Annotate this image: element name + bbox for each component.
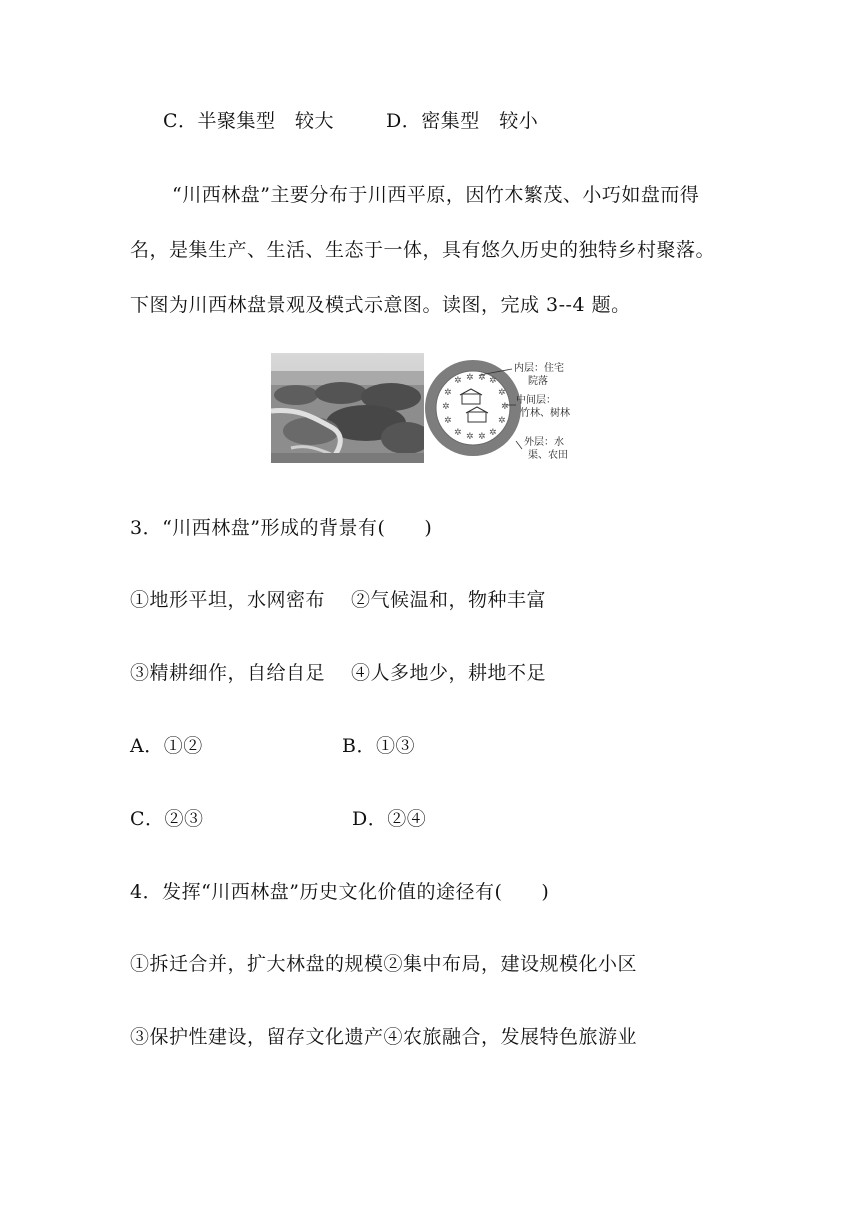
svg-text:✲: ✲ (478, 432, 486, 442)
q4-stem: 4．发挥“川西林盘”历史文化价值的途径有( ) (130, 881, 550, 903)
option-d-prev: D．密集型 较小 (386, 110, 539, 132)
q3-option-b: B．①③ (342, 735, 415, 757)
house-icon (462, 394, 480, 404)
svg-text:✲: ✲ (442, 402, 450, 412)
svg-text:✲: ✲ (444, 416, 452, 426)
svg-text:✲: ✲ (454, 376, 462, 386)
linpan-pattern-diagram (424, 353, 594, 463)
middle-layer-label: 中间层： (516, 395, 556, 406)
q3-option-c: C．②③ (130, 808, 204, 830)
svg-text:✲: ✲ (466, 432, 474, 442)
house-icon (468, 412, 486, 422)
svg-text:✲: ✲ (454, 428, 462, 438)
q3-statements-1: ①地形平坦，水网密布 ②气候温和，物种丰富 (130, 589, 547, 611)
svg-text:✲: ✲ (489, 376, 497, 386)
middle-layer-label-2: 竹林、树林 (520, 408, 570, 419)
option-c-prev: C．半聚集型 较大 (163, 110, 335, 132)
svg-text:✲: ✲ (489, 428, 497, 438)
svg-text:✲: ✲ (501, 402, 509, 412)
svg-text:✲: ✲ (466, 373, 474, 383)
q3-option-d: D．②④ (352, 808, 427, 830)
passage-line-2: 名，是集生产、生活、生态于一体，具有悠久历史的独特乡村聚落。 (130, 239, 716, 261)
svg-text:✲: ✲ (498, 388, 506, 398)
svg-text:✲: ✲ (498, 416, 506, 426)
svg-text:✲: ✲ (444, 388, 452, 398)
svg-text:✲: ✲ (478, 373, 486, 383)
q3-option-a: A．①② (130, 735, 203, 757)
q4-statements-1: ①拆迁合并，扩大林盘的规模②集中布局，建设规模化小区 (130, 953, 638, 975)
q4-statements-2: ③保护性建设，留存文化遗产④农旅融合，发展特色旅游业 (130, 1026, 638, 1048)
inner-layer-label-2: 院落 (528, 376, 548, 387)
outer-layer-label-2: 渠、农田 (528, 450, 568, 461)
q3-stem: 3．“川西林盘”形成的背景有( ) (130, 517, 433, 539)
q3-statements-2: ③精耕细作，自给自足 ④人多地少，耕地不足 (130, 662, 547, 684)
passage-line-3: 下图为川西林盘景观及模式示意图。读图，完成 3--4 题。 (130, 294, 631, 316)
passage-line-1: “川西林盘”主要分布于川西平原，因竹木繁茂、小巧如盘而得 (172, 184, 700, 206)
outer-layer-label: 外层：水 (524, 437, 564, 448)
inner-layer-label: 内层：住宅 (514, 363, 564, 374)
landscape-photo (271, 353, 424, 463)
